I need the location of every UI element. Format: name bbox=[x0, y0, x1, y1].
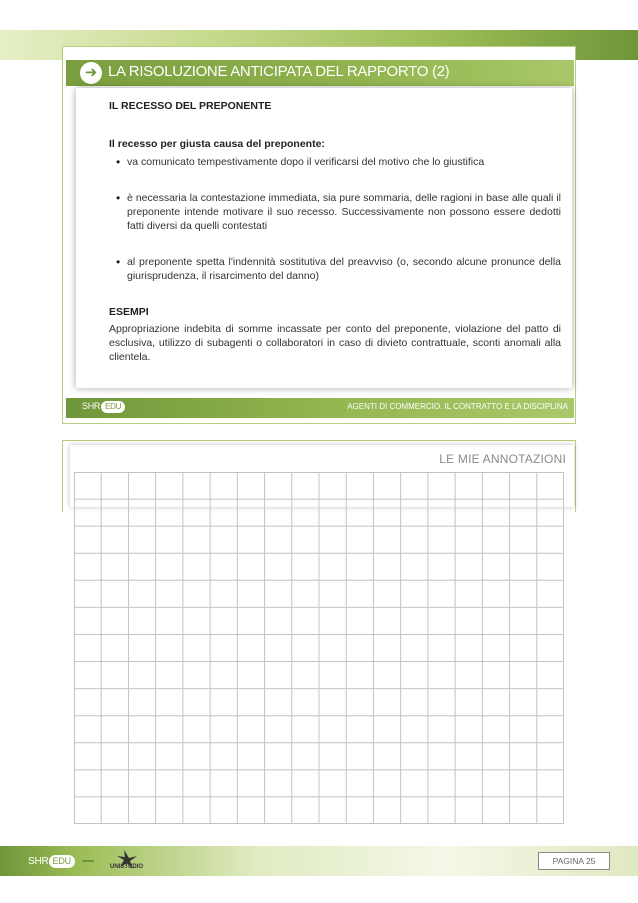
examples-text: Appropriazione indebita di somme incassate per conto del preponente, violazione del patto di esclusiva, utilizzo di subagenti o collaboratori in caso di divieto contrattuale, sconti anomali alla clientela. bbox=[109, 323, 561, 363]
partner-name: UNISTUDIO bbox=[110, 864, 143, 870]
bullet-list bbox=[109, 155, 561, 283]
logo-text-a: SHR bbox=[28, 856, 49, 867]
logo-divider bbox=[82, 860, 94, 862]
logo-text-b: EDU bbox=[49, 855, 75, 868]
bullet-item: • va comunicato tempestivamente dopo il verificarsi del motivo che lo giustifica bbox=[109, 155, 561, 169]
notes-grid bbox=[74, 472, 564, 824]
section-heading: IL RECESSO DEL PREPONENTE bbox=[109, 100, 272, 112]
bullet-item: • è necessaria la contestazione immediata, sia pure sommaria, delle ragioni in base alle quali il preponente intende motivare il suo recesso. Successivamente non possono essere dedotti fatti diversi da quelli contestati bbox=[109, 191, 561, 233]
examples-title: ESEMPI bbox=[109, 306, 149, 318]
slide-content bbox=[109, 99, 561, 364]
logo-text-a: SHR bbox=[82, 401, 101, 411]
bullet-item: • al preponente spetta l'indennità sostitutiva del preavviso (o, secondo alcune pronunce della giurisprudenza, il risarcimento del danno) bbox=[109, 255, 561, 283]
arrow-right-icon: ➜ bbox=[80, 62, 102, 84]
section-subheading: Il recesso per giusta causa del preponente: bbox=[109, 138, 325, 150]
shr-edu-logo bbox=[28, 855, 75, 868]
notes-title: LE MIE ANNOTAZIONI bbox=[439, 452, 566, 466]
logo-text-b: EDU bbox=[101, 401, 125, 413]
slide-footer-title: AGENTI DI COMMERCIO. IL CONTRATTO E LA DISCIPLINA bbox=[347, 402, 568, 411]
page-number: PAGINA 25 bbox=[538, 852, 610, 870]
slide-footer-logo bbox=[82, 401, 125, 413]
slide-title: LA RISOLUZIONE ANTICIPATA DEL RAPPORTO (2) bbox=[108, 63, 450, 80]
